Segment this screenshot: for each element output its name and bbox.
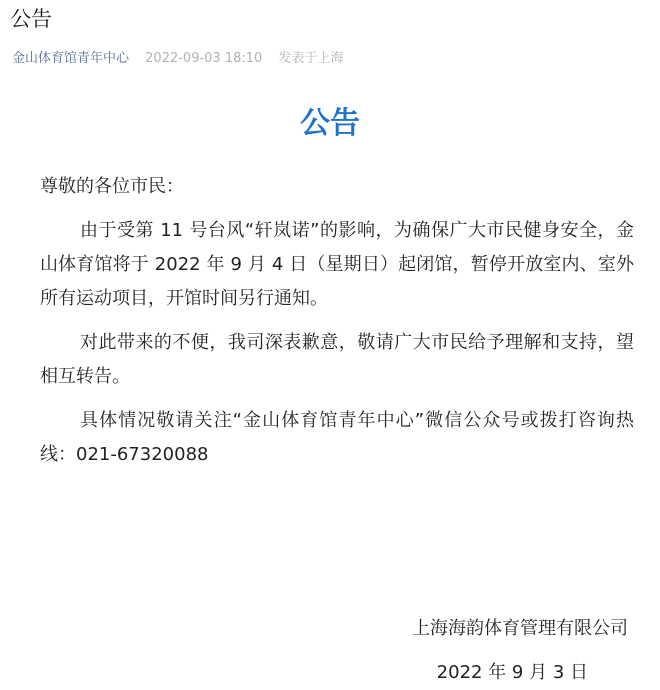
notice-paragraph-2: 对此带来的不便，我司深表歉意，敬请广大市民给予理解和支持，望相互转告。 — [40, 332, 634, 387]
publish-location: 发表于上海 — [278, 51, 344, 66]
publish-date: 2022-09-03 18:10 — [145, 51, 263, 66]
notice-paragraph-3: 具体情况敬请关注“金山体育馆青年中心”微信公众号或拨打咨询热线：021-67320088 — [40, 410, 634, 465]
notice-paragraph-1: 由于受第 11 号台风“轩岚诺”的影响，为确保广大市民健身安全，金山体育馆将于 2022 年 9 月 4 日（星期日）起闭馆，暂停开放室内、室外所有运动项目，开馆时间另行通知。 — [40, 220, 634, 309]
signature-block — [412, 612, 628, 690]
account-name-link[interactable]: 金山体育馆青年中心 — [12, 51, 130, 66]
salutation: 尊敬的各位市民： — [40, 176, 184, 197]
signature-date: 2022 年 9 月 3 日 — [436, 662, 588, 683]
signature-organization: 上海海韵体育管理有限公司 — [412, 618, 628, 639]
article-meta — [12, 50, 343, 68]
article-title: 公告 — [10, 7, 52, 31]
notice-heading: 公告 — [300, 106, 360, 141]
notice-body — [40, 170, 634, 482]
